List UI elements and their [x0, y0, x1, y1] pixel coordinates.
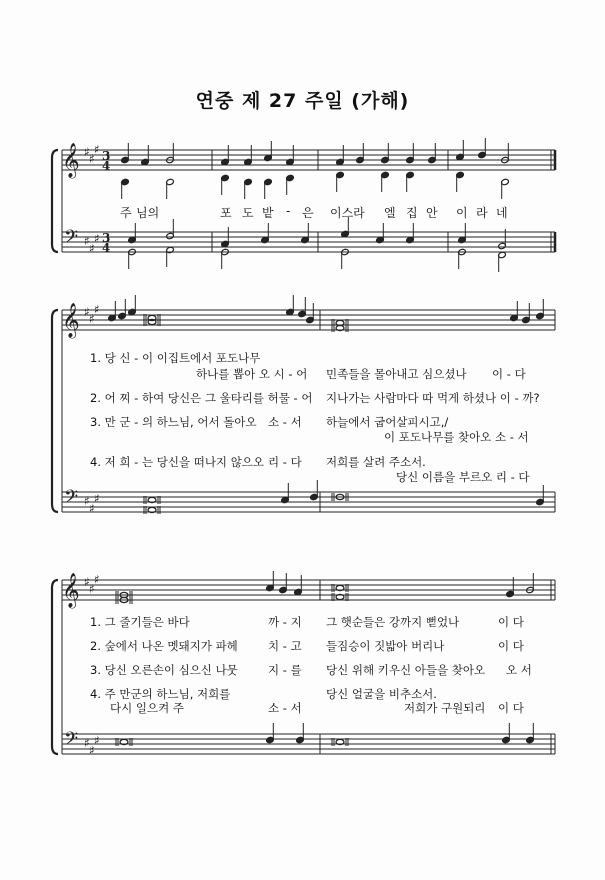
svg-text:♯: ♯: [84, 234, 90, 248]
verse-2-line-a: 2. 어 찌 - 하여 당신은 그 울타리를 허물 - 어: [90, 391, 313, 405]
verse-1-line-c: 그 햇순들은 강까지 뻗었나: [326, 615, 460, 629]
verse-1-line-c: 민족들을 몰아내고 심으셨나: [326, 367, 467, 381]
verse-4-line-c2: 저희가 구원되리: [404, 701, 486, 715]
verse-2-line-d: 이 다: [498, 639, 524, 653]
svg-text:♯: ♯: [84, 305, 90, 319]
verse-3-line-b: 소 - 서: [268, 415, 302, 429]
refrain-word: 은: [302, 206, 314, 220]
verse-2-line-c: 들짐승이 짓밟아 버리나: [326, 639, 445, 653]
verse-1-line-b: 까 - 지: [268, 615, 302, 629]
verse-3-line-a: 3. 당신 오른손이 심으신 나뭇: [90, 663, 238, 677]
verse-4-line-a: 4. 주 만군의 하느님, 저희를: [90, 687, 231, 701]
svg-text:♯: ♯: [89, 582, 95, 596]
verse-2-line-b: 치 - 고: [268, 639, 302, 653]
refrain-word: 안: [426, 206, 438, 220]
verse-2-line-c: 지나가는 사람마다 따 먹게 하셨나 이 - 까?: [326, 391, 540, 405]
svg-text:𝄢: 𝄢: [64, 227, 79, 252]
svg-text:4: 4: [102, 241, 111, 255]
svg-text:𝄞: 𝄞: [62, 143, 80, 178]
refrain-word: 도: [242, 206, 254, 220]
refrain-word: 엘: [384, 206, 396, 220]
verse-4-line-a2: 다시 일으켜 주: [110, 701, 184, 715]
svg-text:♯: ♯: [89, 241, 95, 256]
refrain-word: -: [286, 204, 291, 218]
svg-text:♯: ♯: [89, 312, 95, 326]
svg-text:♯: ♯: [84, 736, 90, 750]
svg-text:♯: ♯: [94, 572, 100, 587]
svg-text:♯: ♯: [94, 491, 100, 506]
refrain-word: 포: [220, 206, 232, 220]
verse-4-line-b: 리 - 다: [268, 455, 302, 469]
svg-text:♯: ♯: [94, 231, 100, 246]
svg-text:3: 3: [102, 149, 111, 163]
page-title: 연중 제 27 주일 (가해): [195, 90, 410, 112]
refrain-word: 네: [496, 206, 508, 220]
svg-text:4: 4: [102, 159, 111, 173]
verse-1-line-a: 1. 그 줄기들은 바다: [90, 615, 190, 629]
svg-text:♯: ♯: [89, 152, 95, 166]
verse-4-line-d: 이 다: [498, 701, 524, 715]
verse-3-line-a: 3. 만 군 - 의 하느님, 어서 돌아오: [90, 415, 257, 429]
svg-text:♯: ♯: [94, 142, 100, 157]
refrain-word: 이스라: [330, 206, 365, 220]
verse-2-line-a: 2. 숲에서 나온 멧돼지가 파헤: [90, 639, 238, 653]
refrain-word: 주: [120, 206, 132, 220]
verse-3-line-c: 당신 위해 키우신 아들을 찾아오: [326, 663, 486, 677]
svg-text:♯: ♯: [84, 494, 90, 508]
svg-text:𝄞: 𝄞: [62, 303, 80, 338]
svg-text:♯: ♯: [94, 733, 100, 748]
verse-1-line-d: 이 다: [498, 615, 524, 629]
svg-text:♯: ♯: [84, 145, 90, 159]
verse-4-line-b: 소 - 서: [268, 701, 302, 715]
svg-text:𝄞: 𝄞: [62, 573, 80, 608]
refrain-word: 이: [456, 206, 468, 220]
verse-1-line-a: 1. 당 신 - 이 이집트에서 포도나무: [90, 351, 261, 365]
verse-4-line-c: 당신 얼굴을 비추소서.: [326, 687, 437, 701]
verse-1-line-d: 이 - 다: [492, 367, 526, 381]
verse-3-line-c: 하늘에서 굽어살피시고,/: [326, 415, 449, 429]
verse-4-line-d: 당신 이름을 부르오 리 - 다: [396, 470, 530, 484]
verse-4-line-c: 저희를 살려 주소서.: [326, 455, 426, 469]
refrain-word: 밭: [262, 206, 274, 220]
svg-text:3: 3: [102, 231, 111, 245]
svg-text:♯: ♯: [89, 743, 95, 758]
refrain-word: 님의: [136, 206, 160, 220]
svg-text:♯: ♯: [84, 575, 90, 589]
verse-3-line-d: 오 서: [506, 663, 532, 677]
verse-1-line-b: 하나를 뽑아 오 시 - 어: [196, 367, 308, 381]
verse-3-line-d: 이 포도나무를 찾아오 소 - 서: [384, 430, 529, 444]
svg-text:♯: ♯: [94, 302, 100, 317]
svg-text:𝄢: 𝄢: [64, 729, 79, 754]
refrain-word: 라: [476, 206, 488, 220]
svg-text:♯: ♯: [89, 501, 95, 516]
verse-4-line-a: 4. 저 희 - 는 당신을 떠나지 않으오: [90, 455, 265, 469]
verse-3-line-b: 지 - 를: [268, 663, 302, 677]
svg-text:𝄢: 𝄢: [64, 487, 79, 512]
refrain-word: 집: [406, 206, 418, 220]
